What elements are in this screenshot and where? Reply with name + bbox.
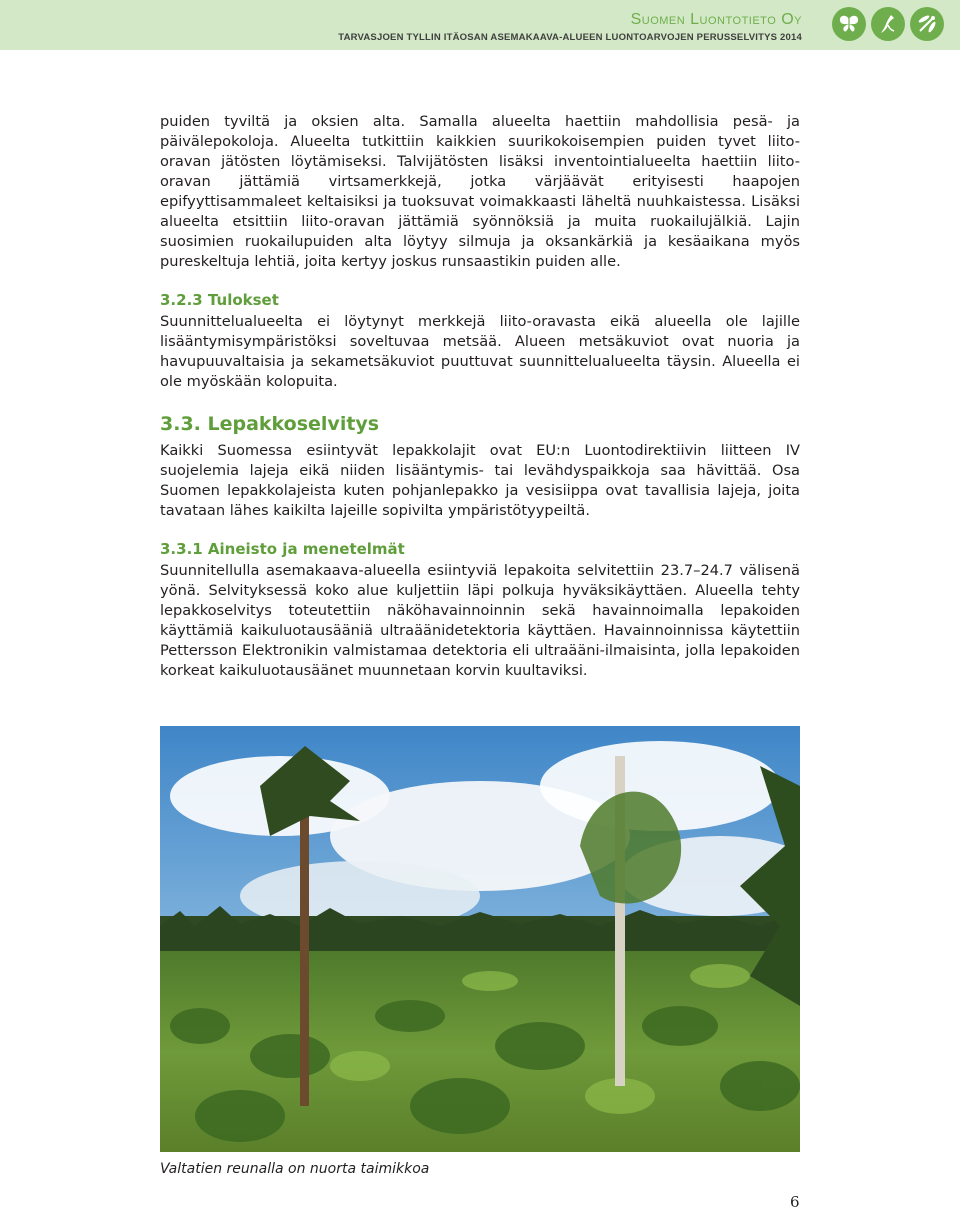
- page-header: [0, 0, 960, 50]
- report-title: TARVASJOEN TYLLIN ITÄOSAN ASEMAKAAVA-ALUEEN LUONTOARVOJEN PERUSSELVITYS 2014: [338, 32, 802, 43]
- page-number: 6: [790, 1193, 800, 1211]
- dragonfly-icon: [910, 7, 944, 41]
- main-content: [160, 112, 800, 681]
- paragraph-flying-squirrel-methods: puiden tyviltä ja oksien alta. Samalla alueelta haettiin mahdollisia pesä- ja päivälepokoloja. Alueelta tutkittiin kaikkien suurikokoisempien puiden tyvet liito-oravan jätösten löytämiseksi. Talvijätösten lisäksi inventointialueelta haettiin liito-oravan jättämiä virtsamerkkejä, jotka värjäävät erityisesti haapojen epifyyttisammaleet keltaisiksi ja tuoksuvat voimakkaasti läheltä nuuhkaistessa. Lisäksi alueelta etsittiin liito-oravan jättämiä syönnöksiä ja muita ruokailujälkiä. Lajin suosimien ruokailupuiden alta löytyy silmuja ja oksankärkiä ja kesäaikana myös pureskeltuja lehtiä, joita kertyy joskus runsaastikin puiden alle.: [160, 113, 800, 270]
- figure-caption: Valtatien reunalla on nuorta taimikkoa: [160, 1161, 430, 1177]
- butterfly-icon: [832, 7, 866, 41]
- section-heading-3-2-3: 3.2.3 Tulokset: [160, 291, 279, 309]
- paragraph-results: Suunnittelualueelta ei löytynyt merkkejä liito-oravasta eikä alueella ole lajille lisääntymisympäristöksi soveltuvaa metsää. Alueen metsäkuviot ovat nuoria ja havupuuvaltaisia ja sekametsäkuviot puuttuvat suunnittelualueelta täysin. Alueella ei ole myöskään kolopuita.: [160, 313, 800, 390]
- section-heading-3-3: 3.3. Lepakkoselvitys: [160, 413, 380, 435]
- bird-icon: [871, 7, 905, 41]
- logo-group: [832, 7, 944, 41]
- paragraph-bat-intro: Kaikki Suomessa esiintyvät lepakkolajit ovat EU:n Luontodirektiivin liitteen IV suojelemia lajeja eikä niiden lisääntymis- tai levähdyspaikkoja saa hävittää. Osa Suomen lepakkolajeista kuten pohjanlepakko ja vesisiippa ovat tavallisia lajeja, joita tavataan lähes kaikilta lajeille sopivilta ympäristötyypeiltä.: [160, 442, 800, 519]
- forest-sapling-photo: [160, 726, 800, 1152]
- paragraph-bat-methods: Suunnitellulla asemakaava-alueella esiintyviä lepakoita selvitettiin 23.7–24.7 välisenä yönä. Selvityksessä koko alue kuljettiin läpi polkuja hyväksikäyttäen. Alueella tehty lepakkoselvitys toteutettiin näköhavainnoinnin sekä havainnoimalla lepakoiden käyttämiä kaikuluotausääniä ultraäänidetektoria käyttäen. Havainnoinnissa käytettiin Pettersson Elektronikin valmistamaa detektoria eli ultraääni-ilmaisinta, jolla lepakoiden korkeat kaikuluotausäänet muunnetaan korvin kuultaviksi.: [160, 562, 800, 679]
- section-heading-3-3-1: 3.3.1 Aineisto ja menetelmät: [160, 540, 405, 558]
- company-name: Suomen Luontotieto Oy: [630, 11, 802, 28]
